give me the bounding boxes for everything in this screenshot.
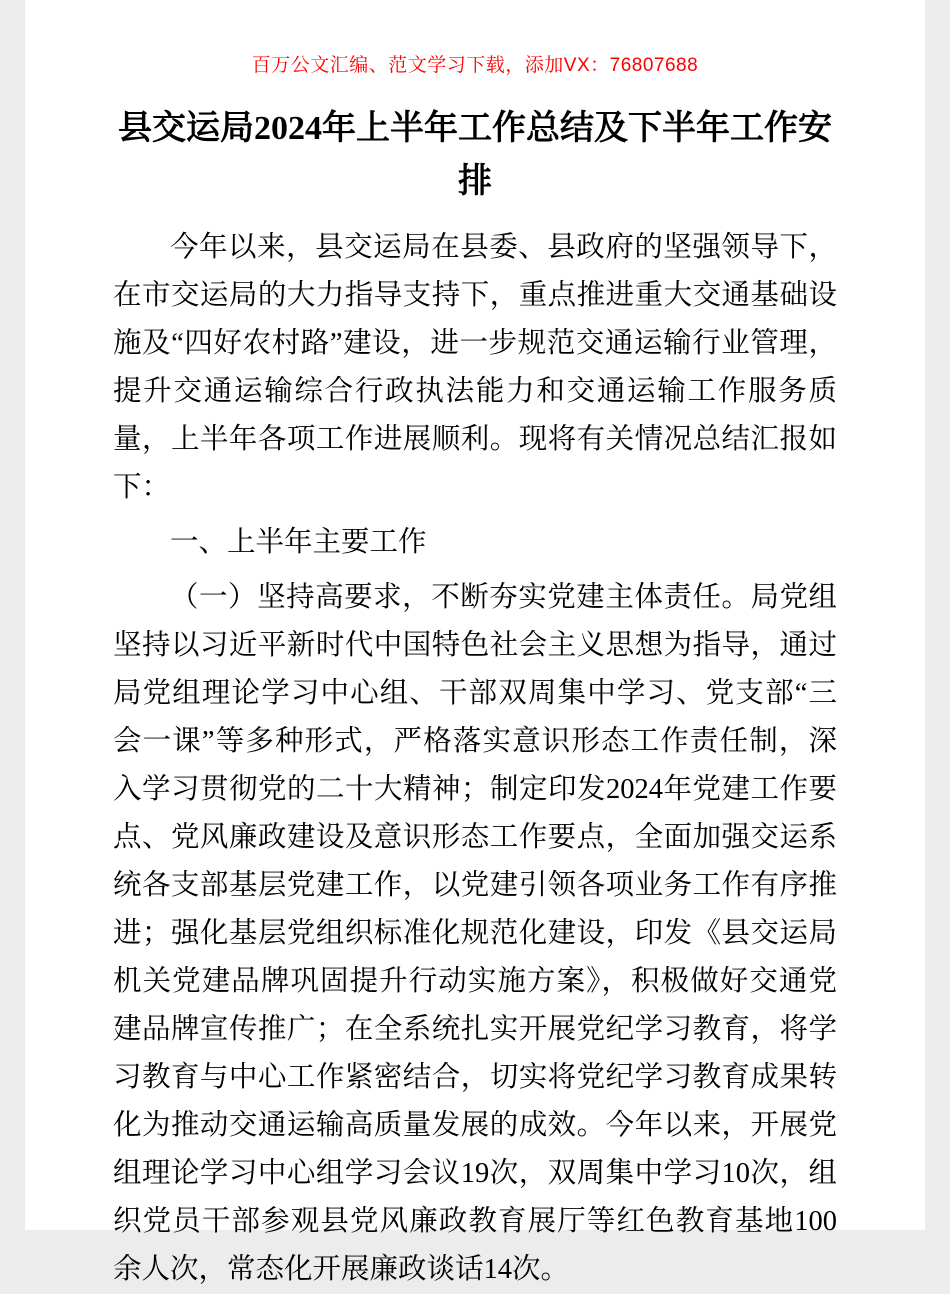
paragraph-intro: 今年以来，县交运局在县委、县政府的坚强领导下，在市交运局的大力指导支持下，重点推进重大交通基础设施及“四好农村路”建设，进一步规范交通运输行业管理，提升交通运输综合行政执法能力和交通运输工作服务质量，上半年各项工作进展顺利。现将有关情况总结汇报如下： <box>113 232 837 504</box>
document-title: 县交运局2024年上半年工作总结及下半年工作安排 <box>118 110 832 200</box>
document-page <box>25 0 925 1286</box>
section-heading: 一、上半年主要工作 <box>170 527 427 559</box>
paragraph-section-one: （一）坚持高要求，不断夯实党建主体责任。局党组坚持以习近平新时代中国特色社会主义思想为指导，通过局党组理论学习中心组、干部双周集中学习、党支部“三会一课”等多种形式，严格落实意识形态工作责任制，深入学习贯彻党的二十大精神；制定印发2024年党建工作要点、党风廉政建设及意识形态工作要点，全面加强交运系统各支部基层党建工作，以党建引领各项业务工作有序推进；强化基层党组织标准化规范化建设，印发《县交运局机关党建品牌巩固提升行动实施方案》，积极做好交通党建品牌宣传推广；在全系统扎实开展党纪学习教育，将学习教育与中心工作紧密结合，切实将党纪学习教育成果转化为推动交通运输高质量发展的成效。今年以来，开展党组理论学习中心组学习会议19次，双周集中学习10次，组织党员干部参观县党风廉政教育展厅等红色教育基地100余人次，常态化开展廉政谈话14次。 <box>113 582 837 1286</box>
promo-header: 百万公文汇编、范文学习下载，添加VX：76807688 <box>251 55 699 76</box>
